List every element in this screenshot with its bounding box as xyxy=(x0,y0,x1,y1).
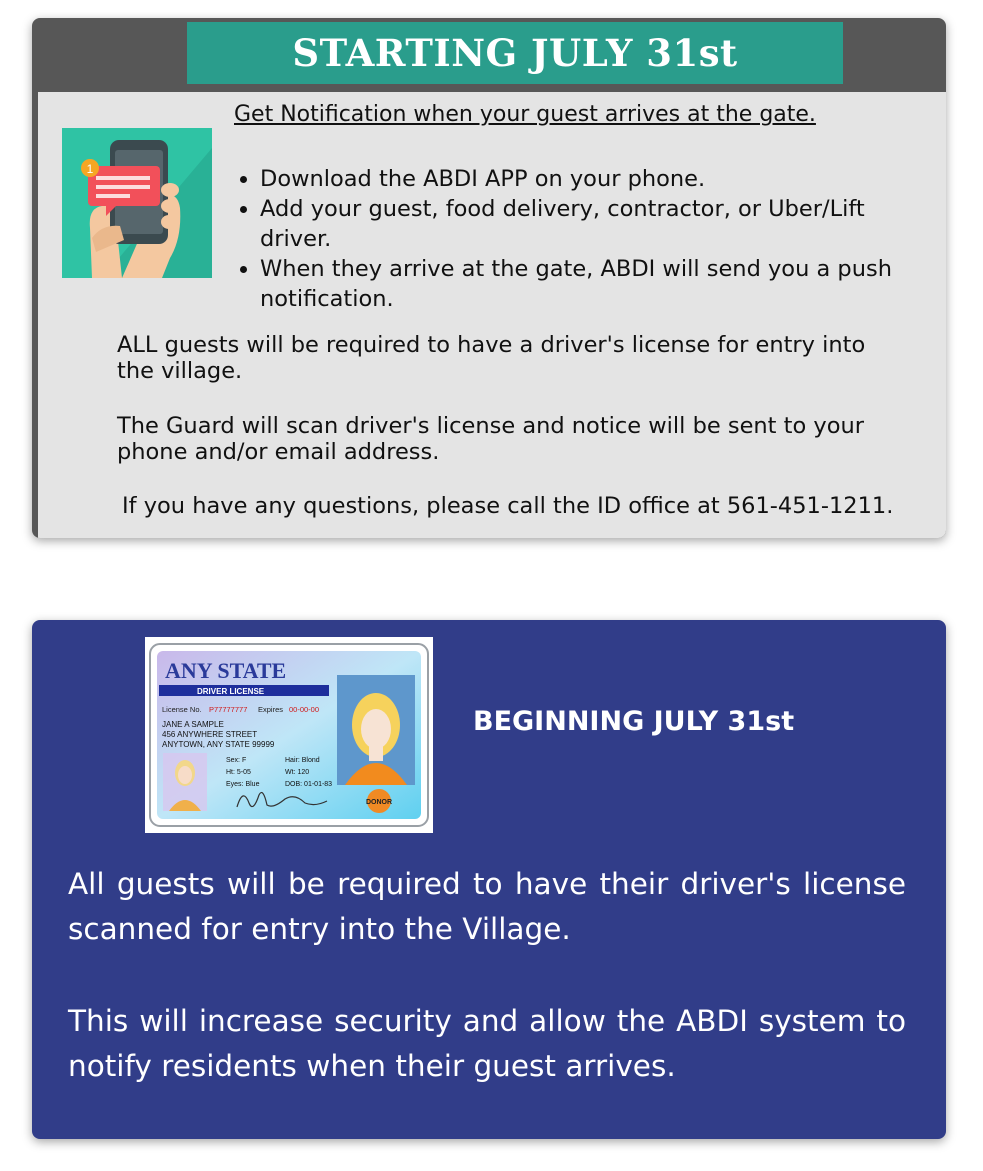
security-text: This will increase security and allow the ABDI system to notify residents when their guest arrives. xyxy=(68,1004,906,1083)
contact-text: If you have any questions, please call the ID office at 561-451-1211. xyxy=(122,493,894,519)
license-hair: Hair: Blond xyxy=(285,757,320,764)
step-item: • Add your guest, food delivery, contractor, or Uber/Lift driver. xyxy=(260,194,940,254)
scan-notice-text: The Guard will scan driver's license and notice will be sent to your phone and/or email address. xyxy=(117,413,864,465)
license-scan-card xyxy=(32,620,946,1139)
license-requirement-text: ALL guests will be required to have a driver's license for entry into the village. xyxy=(117,332,866,384)
license-no: P77777777 xyxy=(209,705,248,714)
notification-card-body xyxy=(38,92,946,538)
license-street: 456 ANYWHERE STREET xyxy=(162,730,258,739)
step-item: • Download the ABDI APP on your phone. xyxy=(260,164,940,194)
expires-label: Expires xyxy=(258,705,284,714)
license-name: JANE A SAMPLE xyxy=(162,720,224,729)
driver-license-illustration xyxy=(145,637,433,833)
scan-requirement-text: All guests will be required to have their driver's license scanned for entry into the Village. xyxy=(68,867,906,946)
notification-heading: Get Notification when your guest arrives at the gate. xyxy=(234,102,816,127)
license-no-label: License No. xyxy=(162,705,202,714)
license-eyes: Eyes: Blue xyxy=(226,781,260,788)
notification-card xyxy=(32,18,946,538)
svg-text:1: 1 xyxy=(86,162,94,176)
license-weight: Wt: 120 xyxy=(285,769,310,776)
begin-date-heading: BEGINNING JULY 31st xyxy=(473,706,795,737)
license-type: DRIVER LICENSE xyxy=(197,687,265,696)
license-image xyxy=(145,637,433,833)
license-city: ANYTOWN, ANY STATE 99999 xyxy=(162,740,275,749)
expires: 00-00-00 xyxy=(289,705,320,714)
step-item: • When they arrive at the gate, ABDI will send you a push notification. xyxy=(260,254,940,314)
license-sex: Sex: F xyxy=(226,757,247,764)
phone-notification-icon xyxy=(62,128,212,278)
license-height: Ht: 5-05 xyxy=(226,769,251,776)
steps-list xyxy=(238,164,940,314)
license-dob: DOB: 01-01-83 xyxy=(285,781,333,788)
donor-badge: DONOR xyxy=(365,799,393,806)
start-date-banner: STARTING JULY 31st xyxy=(187,22,843,84)
license-state: ANY STATE xyxy=(165,658,287,683)
